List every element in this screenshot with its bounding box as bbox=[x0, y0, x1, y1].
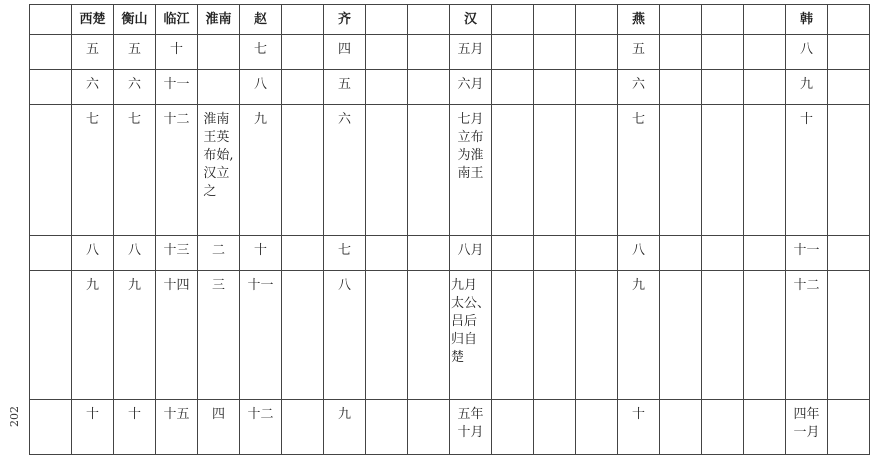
column-header bbox=[30, 5, 72, 35]
chronology-table bbox=[29, 4, 870, 455]
table-cell bbox=[828, 236, 870, 271]
table-cell bbox=[240, 400, 282, 455]
table-cell bbox=[744, 35, 786, 70]
table-cell bbox=[450, 400, 492, 455]
table-cell bbox=[786, 70, 828, 105]
column-header: 赵 bbox=[240, 5, 282, 35]
cell-text: 九 bbox=[253, 112, 267, 127]
table-cell bbox=[576, 35, 618, 70]
table-cell bbox=[408, 236, 450, 271]
table-cell bbox=[744, 70, 786, 105]
table-cell bbox=[408, 271, 450, 400]
table-cell bbox=[408, 70, 450, 105]
cell-text: 八 bbox=[253, 77, 267, 92]
table-cell bbox=[30, 271, 72, 400]
table-row bbox=[30, 271, 870, 400]
column-header: 衡山 bbox=[114, 5, 156, 35]
cell-text: 十一 bbox=[163, 77, 190, 92]
cell-text: 十四 bbox=[163, 278, 190, 293]
table-cell bbox=[618, 105, 660, 236]
table-cell bbox=[282, 271, 324, 400]
cell-text: 十 bbox=[631, 407, 645, 422]
cell-text: 二 bbox=[211, 243, 225, 258]
table-cell bbox=[744, 271, 786, 400]
cell-text: 十五 bbox=[163, 407, 190, 422]
table-cell bbox=[30, 70, 72, 105]
table-cell bbox=[492, 400, 534, 455]
cell-text: 四年 一月 bbox=[793, 407, 820, 440]
table-cell bbox=[618, 271, 660, 400]
cell-text: 十一 bbox=[793, 243, 820, 258]
table-cell bbox=[492, 236, 534, 271]
cell-text: 八月 bbox=[457, 243, 484, 258]
table-cell bbox=[324, 400, 366, 455]
table-cell bbox=[198, 35, 240, 70]
column-header: 韩 bbox=[786, 5, 828, 35]
table-cell bbox=[786, 271, 828, 400]
column-header: 临江 bbox=[156, 5, 198, 35]
cell-text: 五 bbox=[631, 42, 645, 57]
table-cell bbox=[660, 105, 702, 236]
table-cell bbox=[828, 271, 870, 400]
table-cell bbox=[30, 105, 72, 236]
cell-text: 九 bbox=[337, 407, 351, 422]
cell-text: 九月 太公、 吕后 归自 楚 bbox=[450, 278, 490, 365]
table-cell bbox=[72, 35, 114, 70]
table-cell bbox=[534, 70, 576, 105]
column-header: 燕 bbox=[618, 5, 660, 35]
table-cell bbox=[114, 271, 156, 400]
table-cell bbox=[450, 236, 492, 271]
table-cell bbox=[450, 70, 492, 105]
cell-text: 九 bbox=[799, 77, 813, 92]
table-cell bbox=[450, 35, 492, 70]
table-cell bbox=[828, 70, 870, 105]
table-cell bbox=[786, 35, 828, 70]
cell-text: 四 bbox=[211, 407, 225, 422]
cell-text: 十一 bbox=[247, 278, 274, 293]
table-cell bbox=[114, 400, 156, 455]
cell-text: 六 bbox=[85, 77, 99, 92]
table-cell bbox=[156, 35, 198, 70]
cell-text: 十 bbox=[253, 243, 267, 258]
table-cell bbox=[156, 236, 198, 271]
cell-text: 九 bbox=[631, 278, 645, 293]
table-row bbox=[30, 236, 870, 271]
table-cell bbox=[702, 105, 744, 236]
table-cell bbox=[282, 70, 324, 105]
table-cell bbox=[576, 236, 618, 271]
cell-text: 九 bbox=[85, 278, 99, 293]
column-header bbox=[828, 5, 870, 35]
table-cell bbox=[660, 400, 702, 455]
table-cell bbox=[156, 271, 198, 400]
cell-text: 九 bbox=[127, 278, 141, 293]
table-cell bbox=[492, 70, 534, 105]
cell-text: 五 bbox=[337, 77, 351, 92]
cell-text: 六 bbox=[127, 77, 141, 92]
table-cell bbox=[702, 236, 744, 271]
table-cell bbox=[492, 35, 534, 70]
table-cell bbox=[156, 400, 198, 455]
table-cell bbox=[660, 271, 702, 400]
table-cell bbox=[30, 236, 72, 271]
cell-text: 八 bbox=[127, 243, 141, 258]
table-cell bbox=[240, 70, 282, 105]
column-header bbox=[282, 5, 324, 35]
cell-text: 十 bbox=[85, 407, 99, 422]
table-cell bbox=[576, 105, 618, 236]
cell-text: 十二 bbox=[247, 407, 274, 422]
table-cell bbox=[660, 70, 702, 105]
table-cell bbox=[534, 271, 576, 400]
table-cell bbox=[660, 35, 702, 70]
column-header bbox=[744, 5, 786, 35]
table-cell bbox=[324, 35, 366, 70]
table-cell bbox=[408, 400, 450, 455]
table-cell bbox=[408, 35, 450, 70]
cell-text: 六 bbox=[631, 77, 645, 92]
table-cell bbox=[198, 400, 240, 455]
column-header bbox=[660, 5, 702, 35]
cell-text: 十 bbox=[127, 407, 141, 422]
table-cell bbox=[618, 400, 660, 455]
table-cell bbox=[828, 35, 870, 70]
cell-text: 四 bbox=[337, 42, 351, 57]
table-cell bbox=[282, 400, 324, 455]
table-cell bbox=[702, 271, 744, 400]
table-cell bbox=[408, 105, 450, 236]
table-cell bbox=[702, 400, 744, 455]
cell-text: 八 bbox=[337, 278, 351, 293]
table-cell bbox=[576, 400, 618, 455]
table-cell bbox=[282, 35, 324, 70]
table-cell bbox=[240, 236, 282, 271]
cell-text: 十二 bbox=[163, 112, 190, 127]
table-cell bbox=[198, 105, 240, 236]
table-cell bbox=[744, 400, 786, 455]
table-cell bbox=[786, 400, 828, 455]
table-cell bbox=[366, 271, 408, 400]
table-cell bbox=[702, 35, 744, 70]
cell-text: 七 bbox=[337, 243, 351, 258]
cell-text: 十 bbox=[799, 112, 813, 127]
cell-text: 七 bbox=[127, 112, 141, 127]
table-cell bbox=[114, 105, 156, 236]
table-cell bbox=[786, 236, 828, 271]
table-cell bbox=[324, 70, 366, 105]
cell-text: 七 bbox=[253, 42, 267, 57]
table-cell bbox=[156, 105, 198, 236]
table-cell bbox=[198, 70, 240, 105]
cell-text: 六 bbox=[337, 112, 351, 127]
cell-text: 七 bbox=[631, 112, 645, 127]
table-cell bbox=[366, 400, 408, 455]
table-cell bbox=[240, 35, 282, 70]
column-header bbox=[702, 5, 744, 35]
column-header bbox=[408, 5, 450, 35]
table-row bbox=[30, 70, 870, 105]
table-cell bbox=[198, 236, 240, 271]
table-cell bbox=[618, 236, 660, 271]
table-cell bbox=[240, 105, 282, 236]
table-cell bbox=[156, 70, 198, 105]
column-header: 淮南 bbox=[198, 5, 240, 35]
table-cell bbox=[534, 236, 576, 271]
table-cell bbox=[72, 236, 114, 271]
table-cell bbox=[72, 70, 114, 105]
table-cell bbox=[450, 271, 492, 400]
table-cell bbox=[282, 236, 324, 271]
table-cell bbox=[72, 400, 114, 455]
table-cell bbox=[534, 400, 576, 455]
table-cell bbox=[618, 70, 660, 105]
cell-text: 十二 bbox=[793, 278, 820, 293]
cell-text: 六月 bbox=[457, 77, 484, 92]
cell-text: 七月 立布 为淮 南王 bbox=[457, 112, 484, 181]
table-cell bbox=[282, 105, 324, 236]
table-cell bbox=[828, 105, 870, 236]
table-cell bbox=[366, 70, 408, 105]
column-header bbox=[576, 5, 618, 35]
table-cell bbox=[786, 105, 828, 236]
table-cell bbox=[702, 70, 744, 105]
page-number: 202 bbox=[8, 406, 21, 428]
table-cell bbox=[72, 271, 114, 400]
column-header: 西楚 bbox=[72, 5, 114, 35]
table-cell bbox=[324, 236, 366, 271]
cell-text: 十三 bbox=[163, 243, 190, 258]
cell-text: 淮南 王英 布始, 汉立 之 bbox=[203, 112, 234, 199]
cell-text: 十 bbox=[169, 42, 183, 57]
header-row bbox=[30, 5, 870, 35]
table-row bbox=[30, 105, 870, 236]
table-cell bbox=[492, 271, 534, 400]
table-cell bbox=[534, 35, 576, 70]
table-cell bbox=[324, 271, 366, 400]
table-cell bbox=[366, 236, 408, 271]
table-cell bbox=[450, 105, 492, 236]
cell-text: 五 bbox=[85, 42, 99, 57]
table-cell bbox=[492, 105, 534, 236]
table-cell bbox=[618, 35, 660, 70]
table-cell bbox=[744, 236, 786, 271]
table-cell bbox=[744, 105, 786, 236]
table-cell bbox=[324, 105, 366, 236]
column-header bbox=[366, 5, 408, 35]
cell-text: 三 bbox=[211, 278, 225, 293]
cell-text: 五 bbox=[127, 42, 141, 57]
cell-text: 五年 十月 bbox=[457, 407, 484, 440]
table-cell bbox=[576, 70, 618, 105]
table-cell bbox=[114, 236, 156, 271]
cell-text: 八 bbox=[631, 243, 645, 258]
table-cell bbox=[114, 35, 156, 70]
table-cell bbox=[366, 35, 408, 70]
cell-text: 五月 bbox=[457, 42, 484, 57]
table-cell bbox=[30, 400, 72, 455]
table-cell bbox=[30, 35, 72, 70]
table-cell bbox=[114, 70, 156, 105]
table-cell bbox=[198, 271, 240, 400]
table-cell bbox=[534, 105, 576, 236]
table-row bbox=[30, 35, 870, 70]
cell-text: 七 bbox=[85, 112, 99, 127]
column-header: 汉 bbox=[450, 5, 492, 35]
table-cell bbox=[72, 105, 114, 236]
cell-text: 八 bbox=[85, 243, 99, 258]
column-header bbox=[534, 5, 576, 35]
table-cell bbox=[660, 236, 702, 271]
table-row bbox=[30, 400, 870, 455]
table-cell bbox=[828, 400, 870, 455]
column-header bbox=[492, 5, 534, 35]
table-cell bbox=[576, 271, 618, 400]
cell-text: 八 bbox=[799, 42, 813, 57]
column-header: 齐 bbox=[324, 5, 366, 35]
table-cell bbox=[240, 271, 282, 400]
table-cell bbox=[366, 105, 408, 236]
